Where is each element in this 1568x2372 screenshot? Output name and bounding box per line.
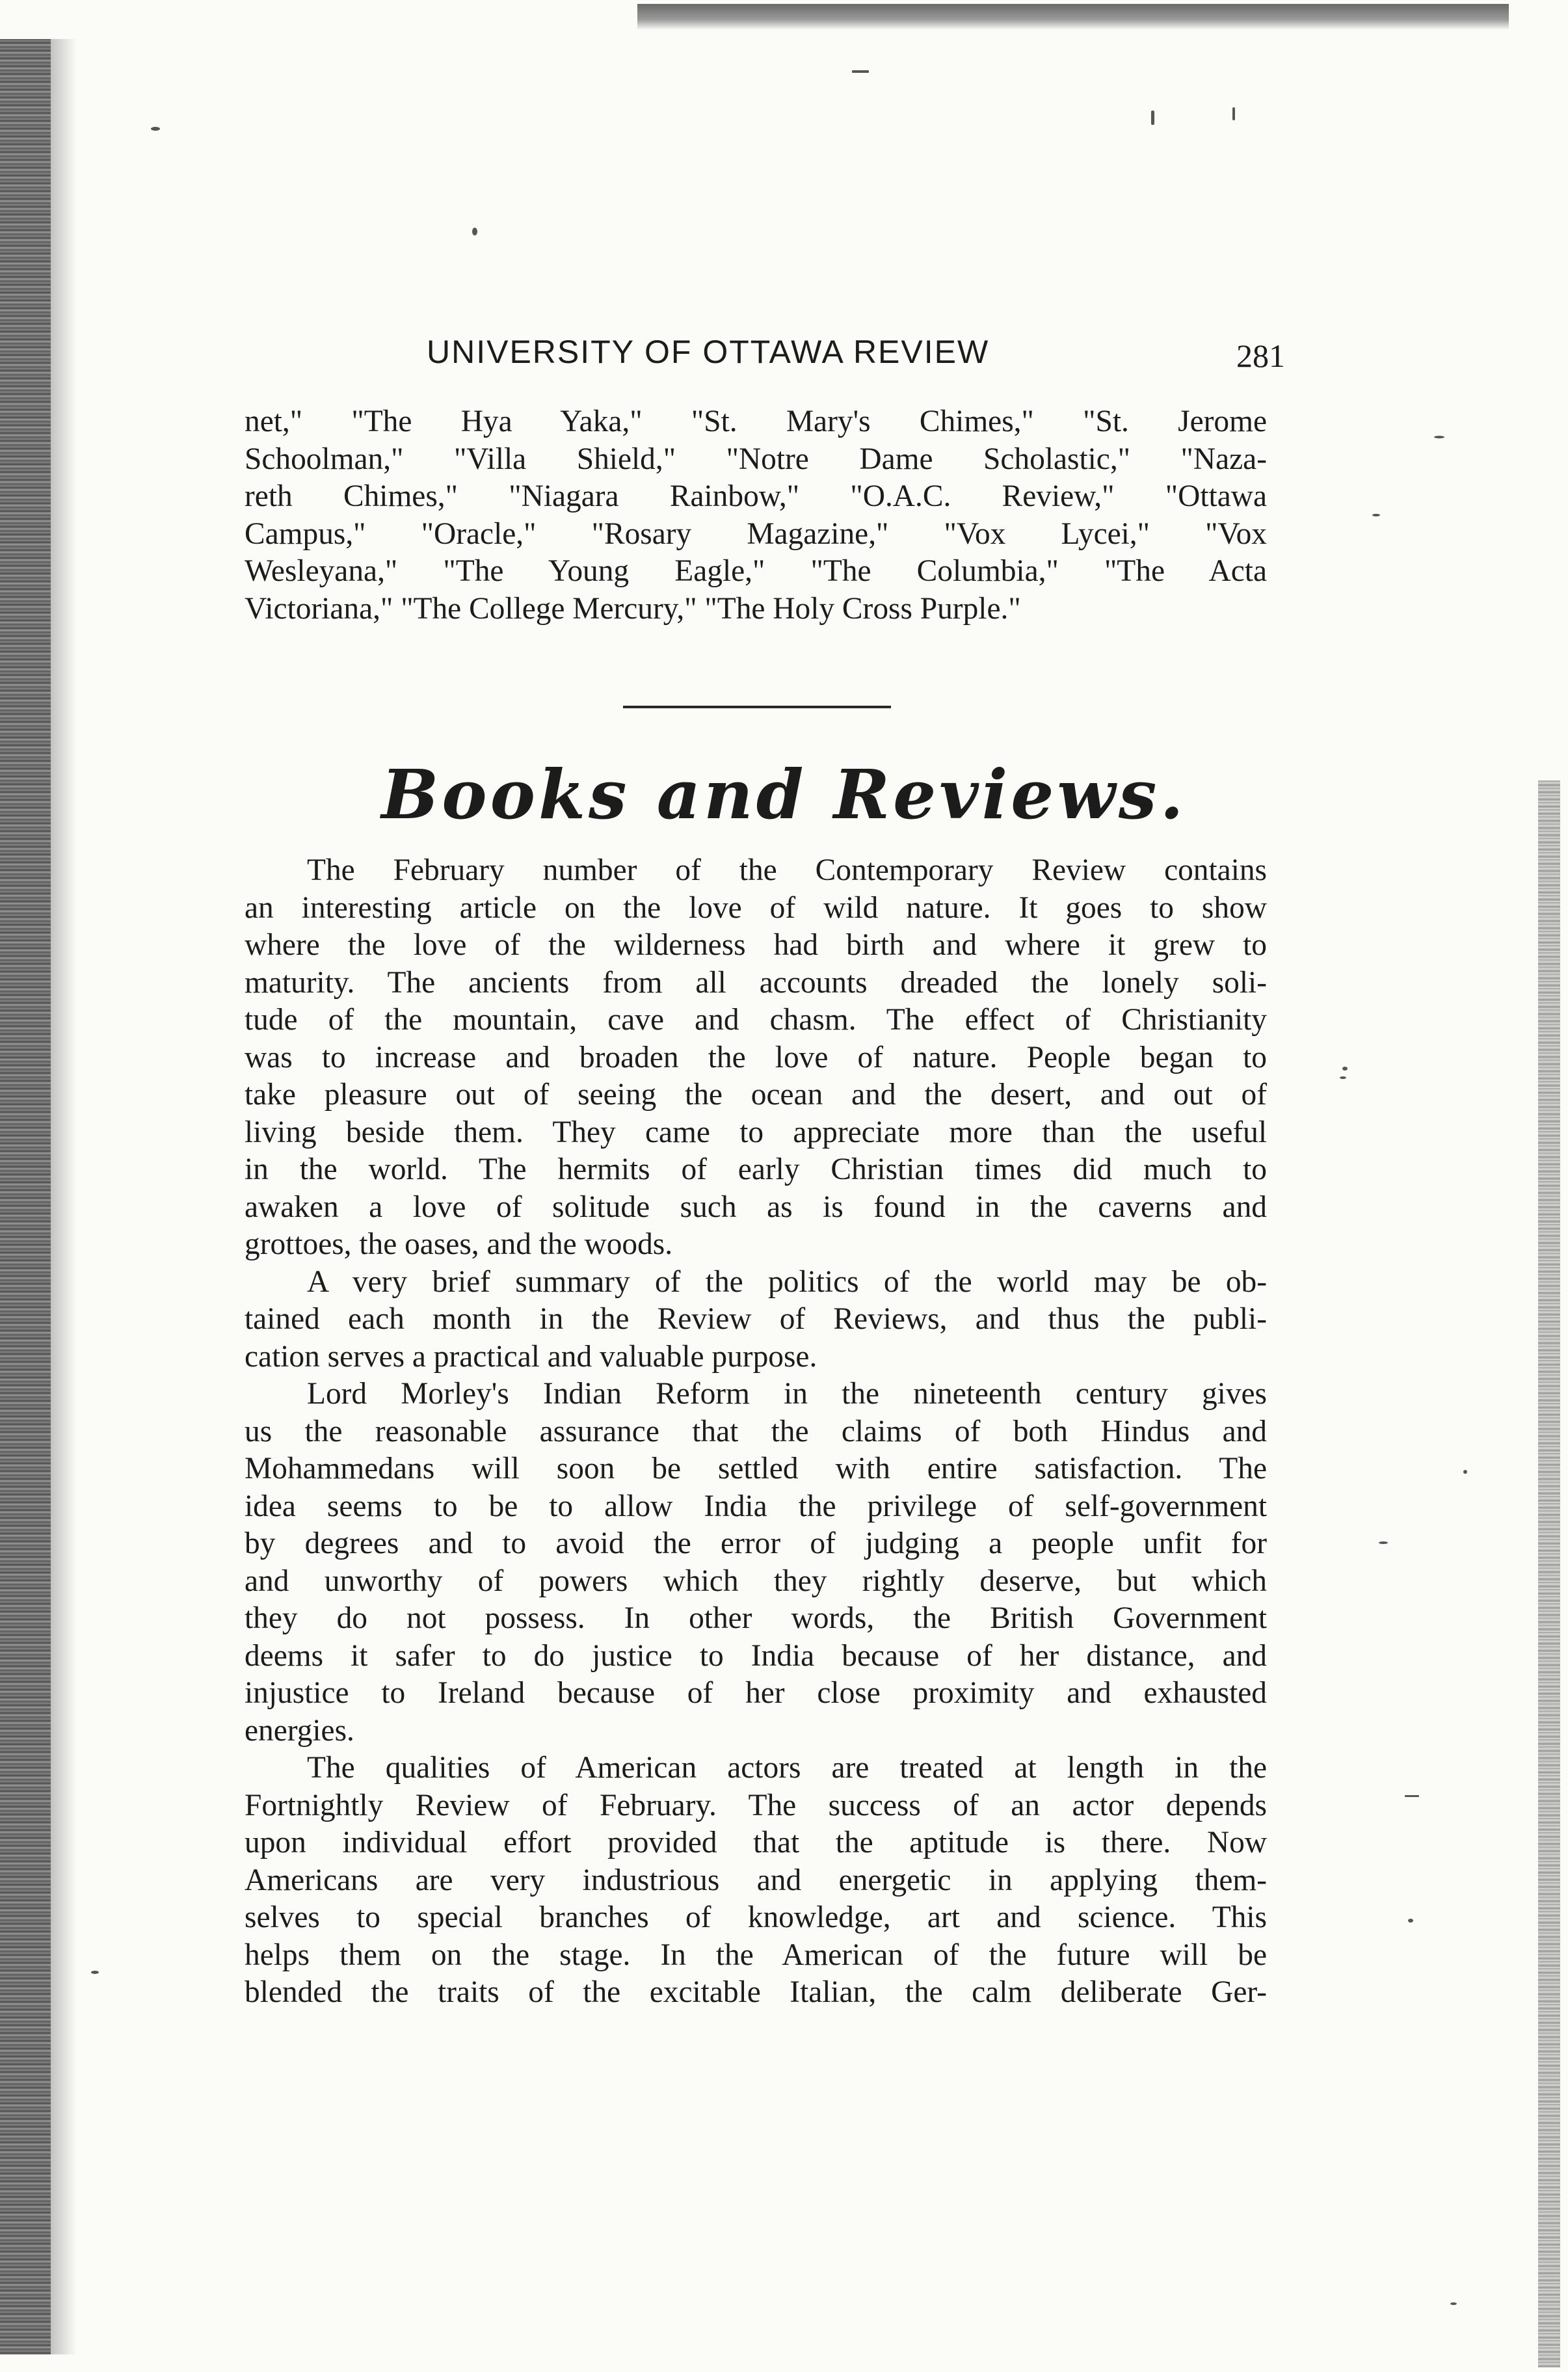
text-line: take pleasure out of seeing the ocean and the desert, and out of (245, 1078, 1267, 1112)
scan-speck (472, 228, 477, 235)
running-header (427, 333, 1285, 379)
text-line: Fortnightly Review of February. The success of an actor depends (245, 1788, 1267, 1822)
scan-page-edge (1538, 780, 1560, 2367)
text-line: blended the traits of the excitable Italian, the calm deliberate Ger- (245, 1975, 1267, 2009)
text-line: they do not possess. In other words, the British Government (245, 1601, 1267, 1635)
text-line: Campus," "Oracle," "Rosary Magazine," "Vox Lycei," "Vox (245, 516, 1267, 551)
scan-speck (1434, 436, 1444, 438)
scan-speck (852, 70, 869, 73)
article-body (245, 852, 1267, 2012)
text-line: Americans are very industrious and energetic in applying them- (245, 1863, 1267, 1897)
scan-speck (1372, 514, 1380, 516)
scan-speck (1342, 1067, 1348, 1071)
section-heading: Books and Reviews. (381, 754, 1187, 834)
page-number: 281 (1236, 338, 1285, 374)
scan-binding-shadow (51, 39, 77, 2354)
scan-top-edge (637, 4, 1509, 30)
text-line: by degrees and to avoid the error of judging a people unfit for (245, 1526, 1267, 1560)
text-line: Lord Morley's Indian Reform in the nineteenth century gives (307, 1377, 1267, 1411)
text-line: awaken a love of solitude such as is found in the caverns and (245, 1190, 1267, 1224)
text-line: was to increase and broaden the love of nature. People began to (245, 1040, 1267, 1074)
text-line: tained each month in the Review of Reviews, and thus the publi- (245, 1302, 1267, 1336)
scan-speck (1408, 1919, 1413, 1923)
text-line: tude of the mountain, cave and chasm. The effect of Christianity (245, 1003, 1267, 1037)
text-line: The qualities of American actors are treated at length in the (307, 1751, 1267, 1785)
text-line: upon individual effort provided that the aptitude is there. Now (245, 1826, 1267, 1859)
text-line: Victoriana," "The College Mercury," "The Holy Cross Purple." (245, 591, 1021, 626)
text-line: The February number of the Contemporary Review contains (307, 853, 1267, 887)
text-line: energies. (245, 1713, 354, 1748)
scan-speck (1450, 2302, 1457, 2305)
text-line: and unworthy of powers which they rightly deserve, but which (245, 1564, 1267, 1598)
scan-speck (91, 1971, 99, 1974)
text-line: selves to special branches of knowledge, art and science. This (245, 1900, 1267, 1934)
scan-speck (1232, 107, 1235, 120)
text-line: living beside them. They came to appreciate more than the useful (245, 1115, 1267, 1149)
text-line: maturity. The ancients from all accounts dreaded the lonely soli- (245, 965, 1267, 1000)
scan-speck (1151, 111, 1154, 125)
text-line: deems it safer to do justice to India because of her distance, and (245, 1638, 1267, 1673)
scan-speck (151, 127, 160, 131)
text-line: A very brief summary of the politics of the world may be ob- (307, 1264, 1267, 1299)
text-line: where the love of the wilderness had birth and where it grew to (245, 928, 1267, 962)
text-line: Schoolman," "Villa Shield," "Notre Dame Scholastic," "Naza- (245, 442, 1267, 476)
text-line: grottoes, the oases, and the woods. (245, 1227, 673, 1261)
scan-binding-edge (0, 39, 51, 2354)
scan-speck (1379, 1541, 1388, 1544)
text-line: in the world. The hermits of early Christian times did much to (245, 1153, 1267, 1186)
text-line: an interesting article on the love of wild nature. It goes to show (245, 890, 1267, 925)
text-line: us the reasonable assurance that the claims of both Hindus and (245, 1414, 1267, 1448)
text-line: helps them on the stage. In the American of the future will be (245, 1938, 1267, 1972)
scan-speck (1340, 1076, 1346, 1079)
text-line: reth Chimes," "Niagara Rainbow," "O.A.C. Review," "Ottawa (245, 479, 1267, 513)
text-line: Mohammedans will soon be settled with entire satisfaction. The (245, 1452, 1267, 1486)
text-line: injustice to Ireland because of her close proximity and exhausted (245, 1676, 1267, 1710)
text-line: net," "The Hya Yaka," "St. Mary's Chimes," "St. Jerome (245, 405, 1267, 438)
scan-speck (1405, 1795, 1419, 1797)
journal-title: UNIVERSITY OF OTTAWA REVIEW (427, 334, 990, 370)
exchange-list-paragraph (245, 403, 1267, 628)
section-divider (623, 706, 891, 708)
text-line: cation serves a practical and valuable purpose. (245, 1339, 817, 1374)
text-line: idea seems to be to allow India the privilege of self-government (245, 1489, 1267, 1523)
scan-speck (1463, 1470, 1467, 1474)
text-line: Wesleyana," "The Young Eagle," "The Columbia," "The Acta (245, 554, 1267, 588)
